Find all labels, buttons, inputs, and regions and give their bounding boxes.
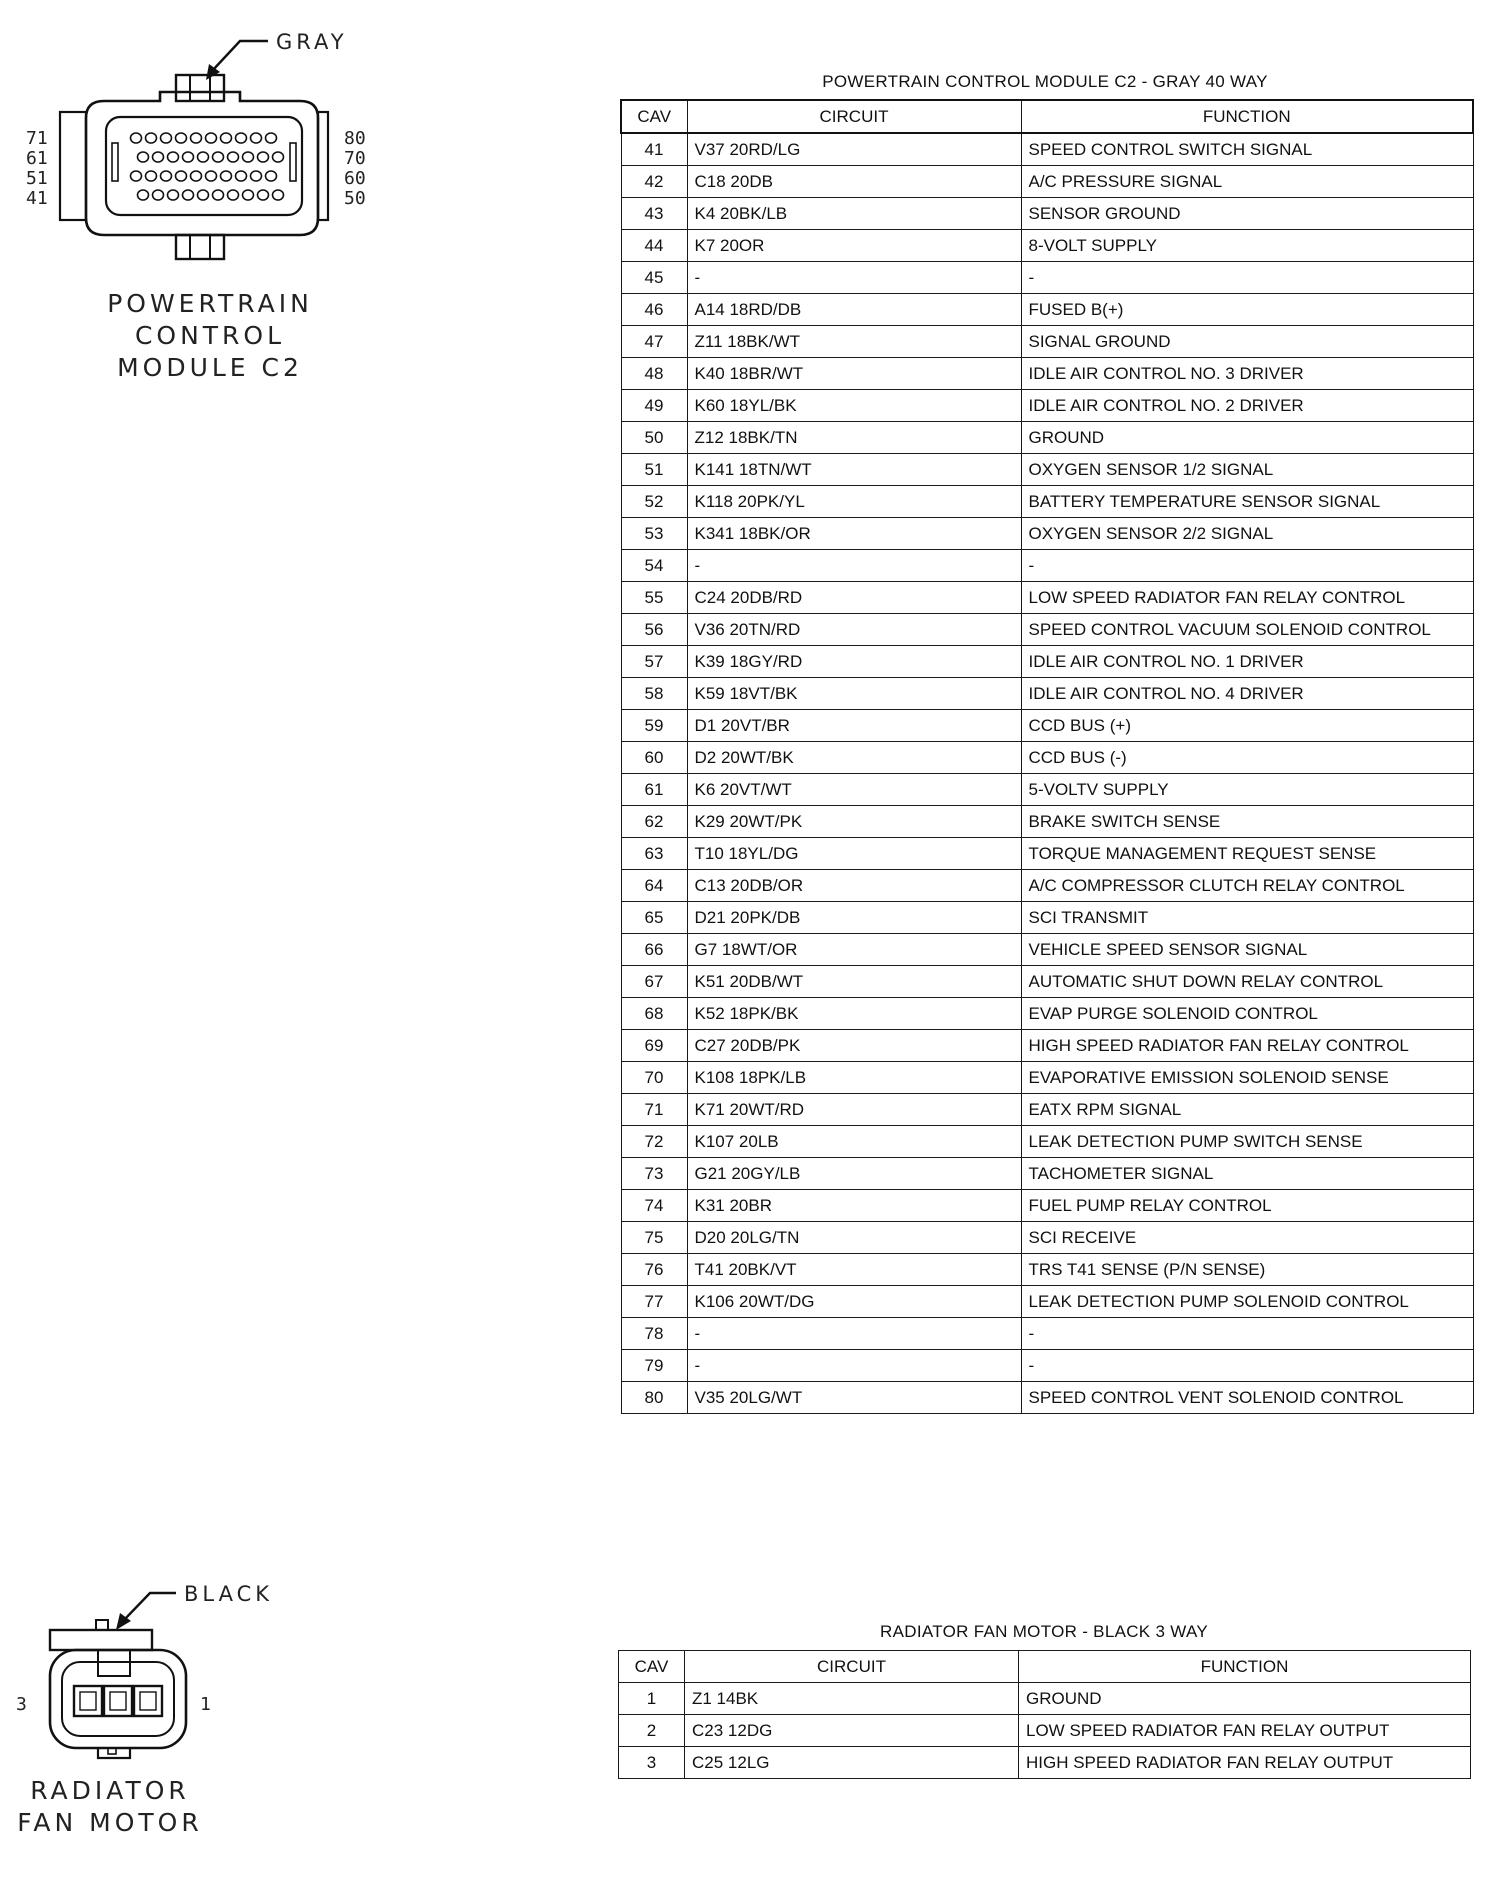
radiator-table-header-row (619, 1651, 1471, 1683)
pcm-cell-function: VEHICLE SPEED SENSOR SIGNAL (1021, 934, 1473, 966)
pcm-cell-cav: 64 (621, 870, 687, 902)
pcm-cell-circuit: V37 20RD/LG (687, 133, 1021, 166)
pcm-table-row (621, 1350, 1473, 1382)
pcm-pin-cavity (146, 133, 157, 143)
pcm-cell-function: IDLE AIR CONTROL NO. 2 DRIVER (1021, 390, 1473, 422)
pcm-connector-color-label: GRAY (276, 30, 348, 54)
pcm-cell-function: A/C COMPRESSOR CLUTCH RELAY CONTROL (1021, 870, 1473, 902)
pcm-table-row (621, 1094, 1473, 1126)
pcm-cell-cav: 65 (621, 902, 687, 934)
pcm-cell-cav: 63 (621, 838, 687, 870)
pcm-connector-drawing (0, 0, 330, 240)
pcm-table-row (621, 1382, 1473, 1414)
pcm-table-row (621, 166, 1473, 198)
pcm-pin-cavity (236, 171, 247, 181)
pcm-cell-cav: 79 (621, 1350, 687, 1382)
pcm-table-row (621, 198, 1473, 230)
pcm-pin-cavity (266, 133, 277, 143)
pcm-cell-circuit: K118 20PK/YL (687, 486, 1021, 518)
pcm-cell-circuit: D21 20PK/DB (687, 902, 1021, 934)
pcm-cell-cav: 42 (621, 166, 687, 198)
pcm-table-body (621, 133, 1473, 1414)
radiator-table-row (619, 1747, 1471, 1779)
pcm-pin-cavity (176, 133, 187, 143)
pcm-table-row (621, 934, 1473, 966)
pcm-table-row (621, 806, 1473, 838)
pcm-table-row (621, 742, 1473, 774)
pcm-cell-function: EATX RPM SIGNAL (1021, 1094, 1473, 1126)
pcm-pin-label-61: 61 (26, 148, 48, 169)
pcm-cell-cav: 77 (621, 1286, 687, 1318)
radiator-cell-circuit: C23 12DG (685, 1715, 1019, 1747)
pcm-pin-cavity (161, 171, 172, 181)
pcm-cell-function: - (1021, 262, 1473, 294)
pcm-cell-function: FUSED B(+) (1021, 294, 1473, 326)
pcm-cell-cav: 44 (621, 230, 687, 262)
pcm-outer-body (86, 92, 318, 235)
pcm-cell-cav: 71 (621, 1094, 687, 1126)
pcm-cell-function: SIGNAL GROUND (1021, 326, 1473, 358)
pcm-pin-label-71: 71 (26, 128, 48, 149)
pcm-pin-cavity (251, 171, 262, 181)
pcm-cell-function: BRAKE SWITCH SENSE (1021, 806, 1473, 838)
pcm-cell-function: SPEED CONTROL SWITCH SIGNAL (1021, 133, 1473, 166)
pcm-cell-circuit: A14 18RD/DB (687, 294, 1021, 326)
radiator-pin-label-3: 3 (16, 1694, 27, 1715)
pcm-cell-cav: 72 (621, 1126, 687, 1158)
pcm-pin-cavity (176, 171, 187, 181)
radiator-cell-function: HIGH SPEED RADIATOR FAN RELAY OUTPUT (1019, 1747, 1471, 1779)
radiator-pinout-table (618, 1650, 1471, 1779)
pcm-cell-function: EVAPORATIVE EMISSION SOLENOID SENSE (1021, 1062, 1473, 1094)
pcm-cell-function: IDLE AIR CONTROL NO. 4 DRIVER (1021, 678, 1473, 710)
pcm-table-row (621, 838, 1473, 870)
pcm-cell-cav: 48 (621, 358, 687, 390)
pcm-pin-cavity (206, 171, 217, 181)
radiator-pin-label-1: 1 (200, 1694, 211, 1715)
pcm-pin-cavity (213, 152, 224, 162)
pcm-cell-circuit: K29 20WT/PK (687, 806, 1021, 838)
pcm-cell-function: IDLE AIR CONTROL NO. 3 DRIVER (1021, 358, 1473, 390)
pcm-table-row (621, 1318, 1473, 1350)
radiator-pin-cavity-2 (104, 1686, 132, 1716)
pcm-cell-function: A/C PRESSURE SIGNAL (1021, 166, 1473, 198)
pcm-cell-function: OXYGEN SENSOR 1/2 SIGNAL (1021, 454, 1473, 486)
pcm-cell-cav: 53 (621, 518, 687, 550)
pcm-pin-cavity (213, 190, 224, 200)
radiator-cell-function: LOW SPEED RADIATOR FAN RELAY OUTPUT (1019, 1715, 1471, 1747)
pcm-table-row (621, 774, 1473, 806)
pcm-table-row (621, 1286, 1473, 1318)
radiator-table-body (619, 1683, 1471, 1779)
pcm-cell-cav: 59 (621, 710, 687, 742)
radiator-title-line-1: RADIATOR (30, 1776, 190, 1805)
pcm-table-row (621, 358, 1473, 390)
pcm-cell-cav: 61 (621, 774, 687, 806)
pcm-pin-label-70: 70 (344, 148, 366, 169)
pcm-cell-circuit: K106 20WT/DG (687, 1286, 1021, 1318)
pcm-cell-cav: 75 (621, 1222, 687, 1254)
pcm-cell-function: LEAK DETECTION PUMP SOLENOID CONTROL (1021, 1286, 1473, 1318)
pcm-table-row (621, 1254, 1473, 1286)
pcm-pin-cavity (191, 171, 202, 181)
pcm-table-row (621, 133, 1473, 166)
pcm-pin-cavity (138, 190, 149, 200)
radiator-leader-line (124, 1593, 176, 1620)
pcm-cell-function: - (1021, 1350, 1473, 1382)
pcm-cell-circuit: K51 20DB/WT (687, 966, 1021, 998)
pcm-cell-cav: 68 (621, 998, 687, 1030)
pcm-cell-cav: 54 (621, 550, 687, 582)
radiator-header-cav: CAV (619, 1651, 685, 1683)
pcm-pin-cavity (228, 190, 239, 200)
pcm-pinout-table (620, 99, 1474, 1414)
radiator-table-caption: RADIATOR FAN MOTOR - BLACK 3 WAY (880, 1622, 1208, 1641)
pcm-pin-cavity (258, 190, 269, 200)
pcm-header-cav: CAV (621, 100, 687, 133)
radiator-cell-cav: 2 (619, 1715, 685, 1747)
pcm-pin-cavity (258, 152, 269, 162)
pcm-pin-cavity (153, 190, 164, 200)
pcm-cell-circuit: K59 18VT/BK (687, 678, 1021, 710)
pcm-title-line-1: POWERTRAIN (107, 289, 313, 318)
pcm-pin-cavity (138, 152, 149, 162)
pcm-cell-circuit: K7 20OR (687, 230, 1021, 262)
pcm-cell-function: SPEED CONTROL VENT SOLENOID CONTROL (1021, 1382, 1473, 1414)
pcm-table-row (621, 518, 1473, 550)
radiator-cell-cav: 1 (619, 1683, 685, 1715)
pcm-cell-function: HIGH SPEED RADIATOR FAN RELAY CONTROL (1021, 1030, 1473, 1062)
pcm-cell-function: TRS T41 SENSE (P/N SENSE) (1021, 1254, 1473, 1286)
pcm-leader-line (212, 41, 268, 71)
pcm-cell-circuit: V36 20TN/RD (687, 614, 1021, 646)
pcm-table-row (621, 1062, 1473, 1094)
pcm-cell-cav: 67 (621, 966, 687, 998)
radiator-header-function: FUNCTION (1019, 1651, 1471, 1683)
pcm-cell-function: SCI RECEIVE (1021, 1222, 1473, 1254)
pcm-pin-cavity (168, 190, 179, 200)
pcm-cell-function: SCI TRANSMIT (1021, 902, 1473, 934)
pcm-cell-circuit: T10 18YL/DG (687, 838, 1021, 870)
pcm-cell-function: GROUND (1021, 422, 1473, 454)
pcm-table-row (621, 486, 1473, 518)
pcm-table-row (621, 614, 1473, 646)
pcm-cell-cav: 52 (621, 486, 687, 518)
pcm-cell-circuit: Z11 18BK/WT (687, 326, 1021, 358)
pcm-pin-cavity (221, 133, 232, 143)
pcm-table-header-row (621, 100, 1473, 133)
pcm-cell-circuit: K341 18BK/OR (687, 518, 1021, 550)
pcm-table-row (621, 870, 1473, 902)
pcm-cell-function: FUEL PUMP RELAY CONTROL (1021, 1190, 1473, 1222)
pcm-cell-cav: 62 (621, 806, 687, 838)
pcm-cell-cav: 55 (621, 582, 687, 614)
pcm-pin-cavity (153, 152, 164, 162)
pcm-cell-cav: 66 (621, 934, 687, 966)
radiator-inner-body (62, 1662, 174, 1736)
radiator-table-row (619, 1715, 1471, 1747)
radiator-pin-cavity-1 (134, 1686, 162, 1716)
pcm-cell-circuit: K4 20BK/LB (687, 198, 1021, 230)
pcm-pin-grid (131, 133, 284, 200)
pcm-table-row (621, 998, 1473, 1030)
pcm-cell-cav: 70 (621, 1062, 687, 1094)
pcm-left-ear (60, 112, 86, 220)
pcm-cell-circuit: G21 20GY/LB (687, 1158, 1021, 1190)
pcm-cell-circuit: G7 18WT/OR (687, 934, 1021, 966)
pcm-table-row (621, 326, 1473, 358)
pcm-pin-cavity (168, 152, 179, 162)
radiator-cell-circuit: Z1 14BK (685, 1683, 1019, 1715)
pcm-cell-cav: 46 (621, 294, 687, 326)
pcm-pin-label-51: 51 (26, 168, 48, 189)
pcm-cell-circuit: D20 20LG/TN (687, 1222, 1021, 1254)
pcm-cell-circuit: T41 20BK/VT (687, 1254, 1021, 1286)
pcm-pin-cavity (183, 190, 194, 200)
pcm-cell-cav: 56 (621, 614, 687, 646)
pcm-pin-label-80: 80 (344, 128, 366, 149)
pcm-cell-function: TORQUE MANAGEMENT REQUEST SENSE (1021, 838, 1473, 870)
pcm-pin-cavity (191, 133, 202, 143)
pcm-table-caption: POWERTRAIN CONTROL MODULE C2 - GRAY 40 WAY (822, 72, 1268, 91)
pcm-cell-cav: 45 (621, 262, 687, 294)
pcm-cell-function: - (1021, 550, 1473, 582)
radiator-title-line-2: FAN MOTOR (17, 1808, 203, 1837)
pcm-top-latch (176, 75, 224, 101)
pcm-table-row (621, 966, 1473, 998)
pcm-title-line-2: CONTROL (134, 321, 286, 350)
pcm-table-row (621, 646, 1473, 678)
pcm-cell-function: LOW SPEED RADIATOR FAN RELAY CONTROL (1021, 582, 1473, 614)
pcm-table-row (621, 1222, 1473, 1254)
radiator-table-row (619, 1683, 1471, 1715)
pcm-cell-function: SPEED CONTROL VACUUM SOLENOID CONTROL (1021, 614, 1473, 646)
pcm-cell-circuit: K52 18PK/BK (687, 998, 1021, 1030)
pcm-table-row (621, 1190, 1473, 1222)
pcm-cell-function: IDLE AIR CONTROL NO. 1 DRIVER (1021, 646, 1473, 678)
pcm-pin-cavity (221, 171, 232, 181)
pcm-title-line-3: MODULE C2 (117, 353, 303, 382)
pcm-pin-cavity (266, 171, 277, 181)
pcm-table-row (621, 1030, 1473, 1062)
pcm-pin-cavity (131, 133, 142, 143)
pcm-cell-cav: 43 (621, 198, 687, 230)
pcm-pin-cavity (251, 133, 262, 143)
pcm-cell-function: 8-VOLT SUPPLY (1021, 230, 1473, 262)
pcm-pin-cavity (236, 133, 247, 143)
pcm-cell-circuit: K141 18TN/WT (687, 454, 1021, 486)
radiator-cell-function: GROUND (1019, 1683, 1471, 1715)
pcm-table-row (621, 678, 1473, 710)
pcm-cell-circuit: Z12 18BK/TN (687, 422, 1021, 454)
pcm-cell-circuit: K108 18PK/LB (687, 1062, 1021, 1094)
radiator-top-latch (50, 1630, 152, 1650)
radiator-connector-color-label: BLACK (184, 1582, 274, 1606)
pcm-pin-cavity (161, 133, 172, 143)
pcm-cell-cav: 74 (621, 1190, 687, 1222)
pcm-cell-cav: 58 (621, 678, 687, 710)
pcm-cell-function: 5-VOLTV SUPPLY (1021, 774, 1473, 806)
pcm-cell-function: TACHOMETER SIGNAL (1021, 1158, 1473, 1190)
pcm-table-row (621, 902, 1473, 934)
pcm-cell-cav: 60 (621, 742, 687, 774)
pcm-pin-cavity (243, 152, 254, 162)
radiator-cell-circuit: C25 12LG (685, 1747, 1019, 1779)
pcm-cell-circuit: D2 20WT/BK (687, 742, 1021, 774)
pcm-table-row (621, 294, 1473, 326)
pcm-pin-cavity (183, 152, 194, 162)
radiator-cell-cav: 3 (619, 1747, 685, 1779)
pcm-cell-circuit: - (687, 1318, 1021, 1350)
pcm-table-row (621, 230, 1473, 262)
pcm-cell-circuit: K40 18BR/WT (687, 358, 1021, 390)
pcm-table-row (621, 390, 1473, 422)
pcm-table-row (621, 582, 1473, 614)
pcm-cell-circuit: K60 18YL/BK (687, 390, 1021, 422)
radiator-header-circuit: CIRCUIT (685, 1651, 1019, 1683)
pcm-cell-function: SENSOR GROUND (1021, 198, 1473, 230)
pcm-cell-circuit: K31 20BR (687, 1190, 1021, 1222)
pcm-table-row (621, 262, 1473, 294)
pcm-pin-cavity (146, 171, 157, 181)
pcm-pin-cavity (273, 190, 284, 200)
pcm-cell-cav: 73 (621, 1158, 687, 1190)
pcm-header-function: FUNCTION (1021, 100, 1473, 133)
pcm-cell-circuit: C27 20DB/PK (687, 1030, 1021, 1062)
pcm-pin-cavity (198, 152, 209, 162)
pcm-table-row (621, 1126, 1473, 1158)
pcm-pin-cavity (228, 152, 239, 162)
pcm-cell-cav: 80 (621, 1382, 687, 1414)
pcm-cell-cav: 69 (621, 1030, 687, 1062)
pcm-cell-circuit: - (687, 262, 1021, 294)
pcm-cell-function: AUTOMATIC SHUT DOWN RELAY CONTROL (1021, 966, 1473, 998)
radiator-connector-title (10, 1775, 210, 1839)
pcm-cell-circuit: - (687, 1350, 1021, 1382)
pcm-table-row (621, 1158, 1473, 1190)
pcm-cell-circuit: K71 20WT/RD (687, 1094, 1021, 1126)
pcm-pin-label-60: 60 (344, 168, 366, 189)
pcm-cell-circuit: C24 20DB/RD (687, 582, 1021, 614)
pcm-cell-function: EVAP PURGE SOLENOID CONTROL (1021, 998, 1473, 1030)
pcm-bottom-latch (176, 235, 224, 259)
pcm-right-ear (318, 112, 328, 220)
pcm-table-row (621, 550, 1473, 582)
pcm-cell-function: OXYGEN SENSOR 2/2 SIGNAL (1021, 518, 1473, 550)
pcm-pin-label-41: 41 (26, 188, 48, 209)
pcm-cell-function: CCD BUS (-) (1021, 742, 1473, 774)
pcm-table-row (621, 454, 1473, 486)
pcm-header-circuit: CIRCUIT (687, 100, 1021, 133)
pcm-cell-function: CCD BUS (+) (1021, 710, 1473, 742)
pcm-cell-cav: 50 (621, 422, 687, 454)
pcm-cell-function: BATTERY TEMPERATURE SENSOR SIGNAL (1021, 486, 1473, 518)
pcm-pin-cavity (243, 190, 254, 200)
pcm-cell-cav: 76 (621, 1254, 687, 1286)
pcm-cell-circuit: C18 20DB (687, 166, 1021, 198)
pcm-cell-function: - (1021, 1318, 1473, 1350)
pcm-pin-cavity (131, 171, 142, 181)
radiator-pin-cavity-3 (74, 1686, 102, 1716)
pcm-pin-cavity (206, 133, 217, 143)
pcm-table-row (621, 422, 1473, 454)
pcm-cell-circuit: C13 20DB/OR (687, 870, 1021, 902)
pcm-cell-circuit: D1 20VT/BR (687, 710, 1021, 742)
pcm-cell-cav: 78 (621, 1318, 687, 1350)
pcm-cell-circuit: V35 20LG/WT (687, 1382, 1021, 1414)
pcm-cell-cav: 47 (621, 326, 687, 358)
pcm-table-row (621, 710, 1473, 742)
pcm-cell-circuit: K107 20LB (687, 1126, 1021, 1158)
pcm-cell-circuit: K39 18GY/RD (687, 646, 1021, 678)
pcm-cell-cav: 57 (621, 646, 687, 678)
pcm-cell-cav: 41 (621, 133, 687, 166)
radiator-bottom-tab (98, 1748, 130, 1758)
pcm-cell-cav: 51 (621, 454, 687, 486)
pcm-pin-cavity (273, 152, 284, 162)
pcm-pin-cavity (198, 190, 209, 200)
pcm-pin-label-50: 50 (344, 188, 366, 209)
pcm-cell-circuit: K6 20VT/WT (687, 774, 1021, 806)
pcm-cell-cav: 49 (621, 390, 687, 422)
pcm-connector-title (100, 288, 320, 384)
pcm-cell-circuit: - (687, 550, 1021, 582)
pcm-cell-function: LEAK DETECTION PUMP SWITCH SENSE (1021, 1126, 1473, 1158)
